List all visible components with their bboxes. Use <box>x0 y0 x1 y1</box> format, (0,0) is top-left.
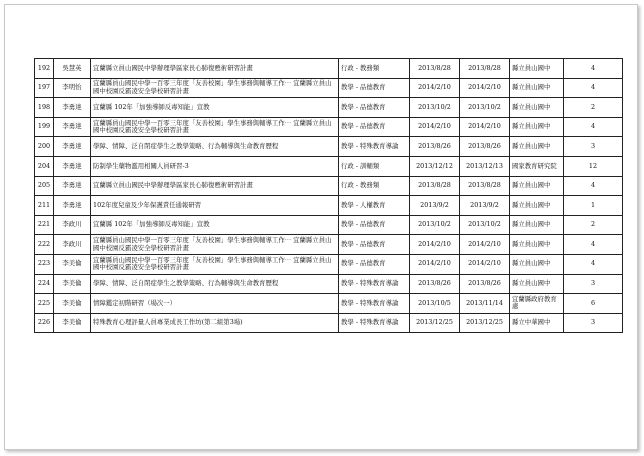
table-row <box>35 156 623 176</box>
table-row <box>35 98 623 118</box>
organizer-cell: 縣立員山國中 <box>510 254 564 274</box>
category-cell: 行政 - 訓輔類 <box>339 156 410 176</box>
category-cell: 教學 - 特殊教育導論 <box>339 294 410 314</box>
category-cell: 教學 - 品德教育 <box>339 98 410 118</box>
organizer-cell: 縣立員山國中 <box>510 235 564 255</box>
participant-name-cell: 李政川 <box>54 215 91 235</box>
start-date-cell: 2013/8/28 <box>410 59 460 79</box>
table-row <box>35 137 623 157</box>
participant-name-cell: 李勇達 <box>54 196 91 216</box>
organizer-cell: 縣立員山國中 <box>510 98 564 118</box>
table-row <box>35 176 623 196</box>
end-date-cell: 2013/8/28 <box>460 59 510 79</box>
participant-name-cell: 李勇達 <box>54 117 91 137</box>
hours-cell: 12 <box>564 156 623 176</box>
organizer-cell: 國家教育研究院 <box>510 156 564 176</box>
organizer-cell: 縣立員山國中 <box>510 274 564 294</box>
row-id-cell: 199 <box>35 117 54 137</box>
table-row <box>35 196 623 216</box>
course-title-cell: 宜蘭縣員山國民中學一百零三年度「友善校園」學生事務與輔導工作⋯ 宜蘭縣立員山國中校園反霸凌安全學校研習計畫 <box>91 117 339 137</box>
table-row <box>35 117 623 137</box>
participant-name-cell: 李美倫 <box>54 294 91 314</box>
end-date-cell: 2013/8/26 <box>460 137 510 157</box>
start-date-cell: 2013/10/2 <box>410 215 460 235</box>
organizer-cell: 縣立員山國中 <box>510 215 564 235</box>
start-date-cell: 2013/10/5 <box>410 294 460 314</box>
row-id-cell: 225 <box>35 294 54 314</box>
course-title-cell: 防制學生藥物濫用相關人員研習-3 <box>91 156 339 176</box>
end-date-cell: 2013/8/26 <box>460 274 510 294</box>
table-row <box>35 313 623 333</box>
category-cell: 教學 - 特殊教育導論 <box>339 313 410 333</box>
participant-name-cell: 李勇達 <box>54 156 91 176</box>
row-id-cell: 222 <box>35 235 54 255</box>
table-row <box>35 274 623 294</box>
document-page <box>4 4 638 450</box>
start-date-cell: 2013/8/26 <box>410 137 460 157</box>
course-title-cell: 特殊教育心理評量人員專業成長工作坊(第二組第3場) <box>91 313 339 333</box>
participant-name-cell: 李勇達 <box>54 137 91 157</box>
end-date-cell: 2014/2/10 <box>460 254 510 274</box>
course-title-cell: 宜蘭縣員山國民中學一百零三年度「友善校園」學生事務與輔導工作⋯ 宜蘭縣立員山國中校園反霸凌安全學校研習計畫 <box>91 254 339 274</box>
category-cell: 教學 - 特殊教育導論 <box>339 274 410 294</box>
end-date-cell: 2013/10/2 <box>460 98 510 118</box>
table-row <box>35 235 623 255</box>
course-title-cell: 情障鑑定初階研習（場次一） <box>91 294 339 314</box>
hours-cell: 4 <box>564 117 623 137</box>
category-cell: 教學 - 品德教育 <box>339 117 410 137</box>
hours-cell: 6 <box>564 294 623 314</box>
course-title-cell: 宜蘭縣員山國民中學一百零三年度「友善校園」學生事務與輔導工作⋯ 宜蘭縣立員山國中校園反霸凌安全學校研習計畫 <box>91 235 339 255</box>
organizer-cell: 縣立員山國中 <box>510 59 564 79</box>
category-cell: 教學 - 品德教育 <box>339 215 410 235</box>
participant-name-cell: 李明怡 <box>54 78 91 98</box>
end-date-cell: 2013/9/2 <box>460 196 510 216</box>
course-title-cell: 學障、情障、泛自閉症學生之教學策略、行為輔導與生命教育歷程 <box>91 274 339 294</box>
row-id-cell: 204 <box>35 156 54 176</box>
course-title-cell: 102年度兒童及少年保護責任通報研習 <box>91 196 339 216</box>
end-date-cell: 2013/12/13 <box>460 156 510 176</box>
hours-cell: 1 <box>564 196 623 216</box>
organizer-cell: 縣立員山國中 <box>510 137 564 157</box>
end-date-cell: 2014/2/10 <box>460 235 510 255</box>
organizer-cell: 縣立中華國中 <box>510 313 564 333</box>
organizer-cell: 縣立員山國中 <box>510 117 564 137</box>
course-title-cell: 宜蘭縣立員山國民中學辦理學區家長心肺復甦術研習計畫 <box>91 176 339 196</box>
participant-name-cell: 吳慧英 <box>54 59 91 79</box>
hours-cell: 4 <box>564 78 623 98</box>
start-date-cell: 2014/2/10 <box>410 117 460 137</box>
organizer-cell: 縣立員山國中 <box>510 196 564 216</box>
end-date-cell: 2014/2/10 <box>460 78 510 98</box>
hours-cell: 4 <box>564 59 623 79</box>
start-date-cell: 2013/8/26 <box>410 274 460 294</box>
category-cell: 教學 - 人權教育 <box>339 196 410 216</box>
participant-name-cell: 李美倫 <box>54 274 91 294</box>
course-title-cell: 宜蘭縣員山國民中學一百零三年度「友善校園」學生事務與輔導工作⋯ 宜蘭縣立員山國中校園反霸凌安全學校研習計畫 <box>91 78 339 98</box>
hours-cell: 3 <box>564 137 623 157</box>
course-title-cell: 宜蘭縣 102年「加強導師反毒知能」宣教 <box>91 98 339 118</box>
row-id-cell: 192 <box>35 59 54 79</box>
hours-cell: 3 <box>564 274 623 294</box>
row-id-cell: 221 <box>35 215 54 235</box>
end-date-cell: 2013/11/14 <box>460 294 510 314</box>
row-id-cell: 198 <box>35 98 54 118</box>
row-id-cell: 205 <box>35 176 54 196</box>
row-id-cell: 197 <box>35 78 54 98</box>
participant-name-cell: 李政川 <box>54 235 91 255</box>
category-cell: 教學 - 特殊教育導論 <box>339 137 410 157</box>
category-cell: 行政 - 教務類 <box>339 176 410 196</box>
start-date-cell: 2014/2/10 <box>410 78 460 98</box>
start-date-cell: 2013/8/28 <box>410 176 460 196</box>
organizer-cell: 縣立員山國中 <box>510 176 564 196</box>
hours-cell: 2 <box>564 215 623 235</box>
end-date-cell: 2013/10/2 <box>460 215 510 235</box>
course-title-cell: 學障、情障、泛自閉症學生之教學策略、行為輔導與生命教育歷程 <box>91 137 339 157</box>
table-row <box>35 294 623 314</box>
end-date-cell: 2013/8/28 <box>460 176 510 196</box>
participant-name-cell: 李美倫 <box>54 313 91 333</box>
start-date-cell: 2013/12/25 <box>410 313 460 333</box>
category-cell: 教學 - 品德教育 <box>339 235 410 255</box>
row-id-cell: 200 <box>35 137 54 157</box>
participant-name-cell: 李美倫 <box>54 254 91 274</box>
table-row <box>35 59 623 79</box>
row-id-cell: 224 <box>35 274 54 294</box>
table-row <box>35 254 623 274</box>
end-date-cell: 2013/12/25 <box>460 313 510 333</box>
hours-cell: 4 <box>564 176 623 196</box>
table-row <box>35 78 623 98</box>
hours-cell: 4 <box>564 254 623 274</box>
hours-cell: 2 <box>564 98 623 118</box>
category-cell: 教學 - 品德教育 <box>339 254 410 274</box>
start-date-cell: 2014/2/10 <box>410 254 460 274</box>
row-id-cell: 226 <box>35 313 54 333</box>
participant-name-cell: 李勇達 <box>54 176 91 196</box>
organizer-cell: 宜蘭縣政府教育處 <box>510 294 564 314</box>
end-date-cell: 2014/2/10 <box>460 117 510 137</box>
category-cell: 行政 - 教務類 <box>339 59 410 79</box>
category-cell: 教學 - 品德教育 <box>339 78 410 98</box>
hours-cell: 4 <box>564 235 623 255</box>
row-id-cell: 223 <box>35 254 54 274</box>
start-date-cell: 2014/2/10 <box>410 235 460 255</box>
course-title-cell: 宜蘭縣立員山國民中學辦理學區家長心肺復甦術研習計畫 <box>91 59 339 79</box>
start-date-cell: 2013/9/2 <box>410 196 460 216</box>
course-title-cell: 宜蘭縣 102年「加強導師反毒知能」宣教 <box>91 215 339 235</box>
start-date-cell: 2013/10/2 <box>410 98 460 118</box>
table-row <box>35 215 623 235</box>
hours-cell: 3 <box>564 313 623 333</box>
records-table <box>34 58 623 333</box>
organizer-cell: 縣立員山國中 <box>510 78 564 98</box>
start-date-cell: 2013/12/12 <box>410 156 460 176</box>
row-id-cell: 211 <box>35 196 54 216</box>
participant-name-cell: 李勇達 <box>54 98 91 118</box>
